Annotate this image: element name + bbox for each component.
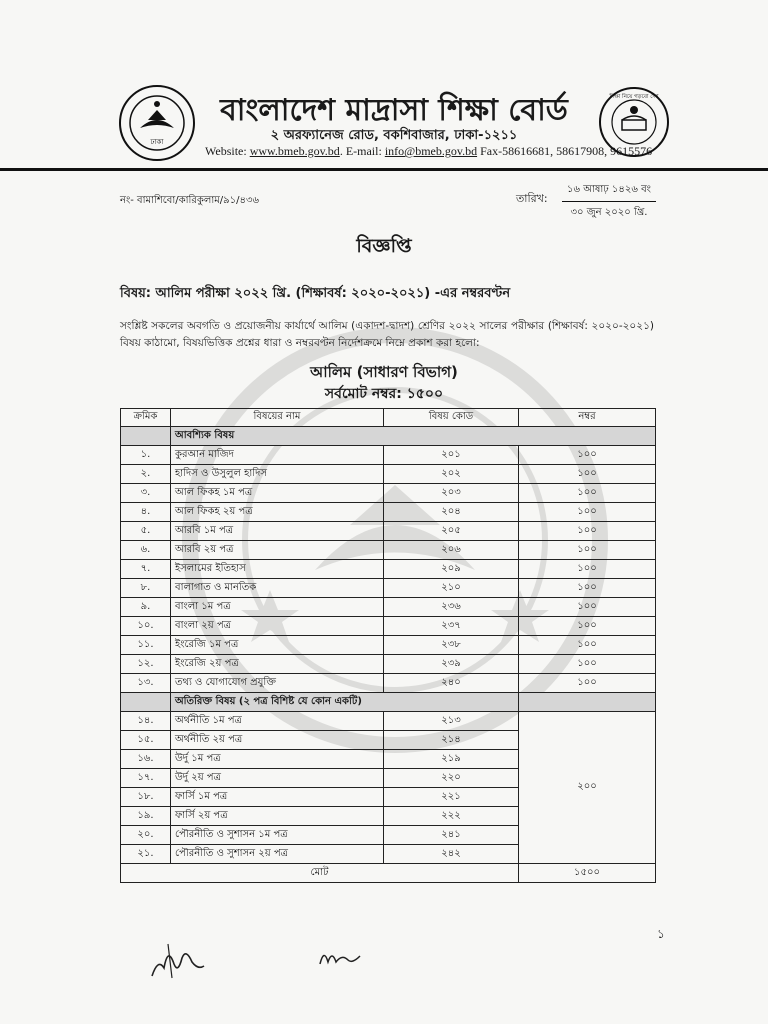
code-cell: ২২১ (384, 788, 519, 807)
marks-cell: ১০০ (519, 636, 656, 655)
marks-cell: ১০০ (519, 465, 656, 484)
code-cell: ২২২ (384, 807, 519, 826)
subject-cell: কুরআন মাজিদ (171, 446, 384, 465)
total-row (121, 864, 656, 883)
subject-cell: ফার্সি ২য় পত্র (171, 807, 384, 826)
table-row (121, 560, 656, 579)
header-divider (0, 168, 768, 171)
subject-cell: উর্দু ২য় পত্র (171, 769, 384, 788)
serial-cell: ৮. (121, 579, 171, 598)
table-row (121, 446, 656, 465)
date-gregorian: ৩০ জুন ২০২০ খ্রি. (570, 207, 648, 218)
serial-cell: ৪. (121, 503, 171, 522)
notice-title: বিজ্ঞপ্তি (356, 235, 412, 257)
date-label: তারিখ: (516, 192, 548, 205)
subject-cell: বালাগাত ও মানতিক (171, 579, 384, 598)
code-cell: ২১৩ (384, 712, 519, 731)
marks-cell: ১০০ (519, 560, 656, 579)
subject-cell: বাংলা ১ম পত্র (171, 598, 384, 617)
group-blank-cell (121, 427, 171, 446)
code-cell: ২৩৭ (384, 617, 519, 636)
group-row-optional (121, 693, 656, 712)
subject-cell: পৌরনীতি ও সুশাসন ১ম পত্র (171, 826, 384, 845)
serial-cell: ২০. (121, 826, 171, 845)
website-link[interactable]: www.bmeb.gov.bd (249, 144, 340, 158)
optional-marks-cell: ২০০ (519, 712, 656, 864)
code-cell: ২০১ (384, 446, 519, 465)
table-row (121, 541, 656, 560)
header-subject: বিষয়ের নাম (171, 409, 384, 427)
code-cell: ২৩৯ (384, 655, 519, 674)
subject-cell: ইসলামের ইতিহাস (171, 560, 384, 579)
left-logo-text: ঢাকা (150, 138, 164, 146)
table-body (121, 427, 656, 883)
code-cell: ২৩৬ (384, 598, 519, 617)
table-row (121, 712, 656, 731)
total-marks-title: সর্বমোট নম্বর: ১৫০০ (324, 386, 444, 402)
marks-cell: ১০০ (519, 503, 656, 522)
subject-cell: আল ফিকহ ২য় পত্র (171, 503, 384, 522)
email-link[interactable]: info@bmeb.gov.bd (384, 144, 478, 158)
table-row (121, 522, 656, 541)
total-label: মোট (121, 864, 519, 883)
subject-cell: অর্থনীতি ১ম পত্র (171, 712, 384, 731)
letterhead (0, 78, 768, 170)
serial-cell: ৬. (121, 541, 171, 560)
serial-cell: ২১. (121, 845, 171, 864)
table-row (121, 598, 656, 617)
table-header-row (121, 409, 656, 427)
marks-cell: ১০০ (519, 655, 656, 674)
marks-cell: ১০০ (519, 522, 656, 541)
serial-cell: ৩. (121, 484, 171, 503)
marks-table (120, 408, 656, 883)
memo-number: নং- বামাশিবো/কারিকুলাম/৯১/৪৩৬ (120, 195, 259, 206)
subject-cell: অর্থনীতি ২য় পত্র (171, 731, 384, 750)
code-cell: ২০৩ (384, 484, 519, 503)
marks-cell: ১০০ (519, 446, 656, 465)
subject-cell: পৌরনীতি ও সুশাসন ২য় পত্র (171, 845, 384, 864)
serial-cell: ৭. (121, 560, 171, 579)
board-address: ২ অরফ্যানেজ রোড, বকশিবাজার, ঢাকা-১২১১ (270, 128, 518, 143)
group-row-compulsory (121, 427, 656, 446)
group-heading-compulsory: আবশ্যিক বিষয় (171, 427, 656, 446)
table-row (121, 579, 656, 598)
notice-subject: বিষয়: আলিম পরীক্ষা ২০২২ খ্রি. (শিক্ষাবর্ষ: ২০২০-২০২১) -এর নম্বরবণ্টন (120, 286, 511, 301)
table-row (121, 617, 656, 636)
table-row (121, 484, 656, 503)
serial-cell: ৯. (121, 598, 171, 617)
marks-cell: ১০০ (519, 598, 656, 617)
group-blank-cell (121, 693, 171, 712)
code-cell: ২০৪ (384, 503, 519, 522)
serial-cell: ১৬. (121, 750, 171, 769)
website-label: Website: (205, 144, 247, 158)
header-serial: ক্রমিক (121, 409, 171, 427)
email-label: . E-mail: (339, 144, 382, 158)
section-title: আলিম (সাধারণ বিভাগ) (310, 363, 458, 381)
serial-cell: ১২. (121, 655, 171, 674)
board-name: বাংলাদেশ মাদ্রাসা শিক্ষা বোর্ড (220, 93, 568, 128)
table-row (121, 636, 656, 655)
marks-cell: ১০০ (519, 541, 656, 560)
marks-cell: ১০০ (519, 674, 656, 693)
date-bangla: ১৬ আষাঢ় ১৪২৬ বং (562, 180, 656, 202)
total-value: ১৫০০ (519, 864, 656, 883)
table-row (121, 655, 656, 674)
marks-cell: ১০০ (519, 484, 656, 503)
code-cell: ২০২ (384, 465, 519, 484)
code-cell: ২০৯ (384, 560, 519, 579)
motto-logo-icon (598, 86, 670, 158)
notice-body: সংশ্লিষ্ট সকলের অবগতি ও প্রয়োজনীয় কার্যার্থে আলিম (একাদশ-দ্বাদশ) শ্রেণির ২০২২ সালের পরীক্ষার (শিক্ষাবর্ষ: ২০২০-২০২১) বিষয় কাঠামো, বিষয়ভিত্তিক প্রশ্নের ধারা ও নম্বরবণ্টন নির্দেশক্রমে নিম্নে প্রকাশ করা হলো: (120, 320, 654, 349)
subject-cell: তথ্য ও যোগাযোগ প্রযুক্তি (171, 674, 384, 693)
subject-cell: ইংরেজি ১ম পত্র (171, 636, 384, 655)
table-row (121, 465, 656, 484)
code-cell: ২৪০ (384, 674, 519, 693)
header-marks: নম্বর (519, 409, 656, 427)
marks-cell: ১০০ (519, 617, 656, 636)
subject-cell: আল ফিকহ ১ম পত্র (171, 484, 384, 503)
initials-mark (318, 946, 362, 968)
serial-cell: ১৯. (121, 807, 171, 826)
subject-cell: বাংলা ২য় পত্র (171, 617, 384, 636)
subject-cell: উর্দু ১ম পত্র (171, 750, 384, 769)
marks-cell: ১০০ (519, 579, 656, 598)
code-cell: ২১৯ (384, 750, 519, 769)
serial-cell: ১১. (121, 636, 171, 655)
code-cell: ২২০ (384, 769, 519, 788)
subject-cell: আরবি ২য় পত্র (171, 541, 384, 560)
signature-mark (148, 938, 208, 982)
fax-numbers: Fax-58616681, 58617908, 9615576 (480, 144, 653, 158)
right-logo-text: শিক্ষা নিয়ে গড়বো দেশ (609, 94, 659, 100)
page-number: ১ (657, 927, 665, 941)
table-row (121, 674, 656, 693)
code-cell: ২০৫ (384, 522, 519, 541)
serial-cell: ২. (121, 465, 171, 484)
serial-cell: ১৭. (121, 769, 171, 788)
serial-cell: ১৫. (121, 731, 171, 750)
code-cell: ২৪১ (384, 826, 519, 845)
serial-cell: ৫. (121, 522, 171, 541)
group-blank-cell (519, 693, 656, 712)
serial-cell: ১৮. (121, 788, 171, 807)
header-code: বিষয় কোড (384, 409, 519, 427)
table-row (121, 503, 656, 522)
subject-cell: হাদিস ও উসুলুল হাদিস (171, 465, 384, 484)
date-block (562, 180, 656, 225)
serial-cell: ১০. (121, 617, 171, 636)
subject-cell: ইংরেজি ২য় পত্র (171, 655, 384, 674)
code-cell: ২৪২ (384, 845, 519, 864)
code-cell: ২০৬ (384, 541, 519, 560)
serial-cell: ১৩. (121, 674, 171, 693)
code-cell: ২১০ (384, 579, 519, 598)
code-cell: ২৩৮ (384, 636, 519, 655)
group-heading-optional: অতিরিক্ত বিষয় (২ পত্র বিশিষ্ট যে কোন একটি) (171, 693, 519, 712)
serial-cell: ১. (121, 446, 171, 465)
serial-cell: ১৪. (121, 712, 171, 731)
code-cell: ২১৪ (384, 731, 519, 750)
subject-cell: ফার্সি ১ম পত্র (171, 788, 384, 807)
subject-cell: আরবি ১ম পত্র (171, 522, 384, 541)
board-contact (205, 144, 652, 159)
